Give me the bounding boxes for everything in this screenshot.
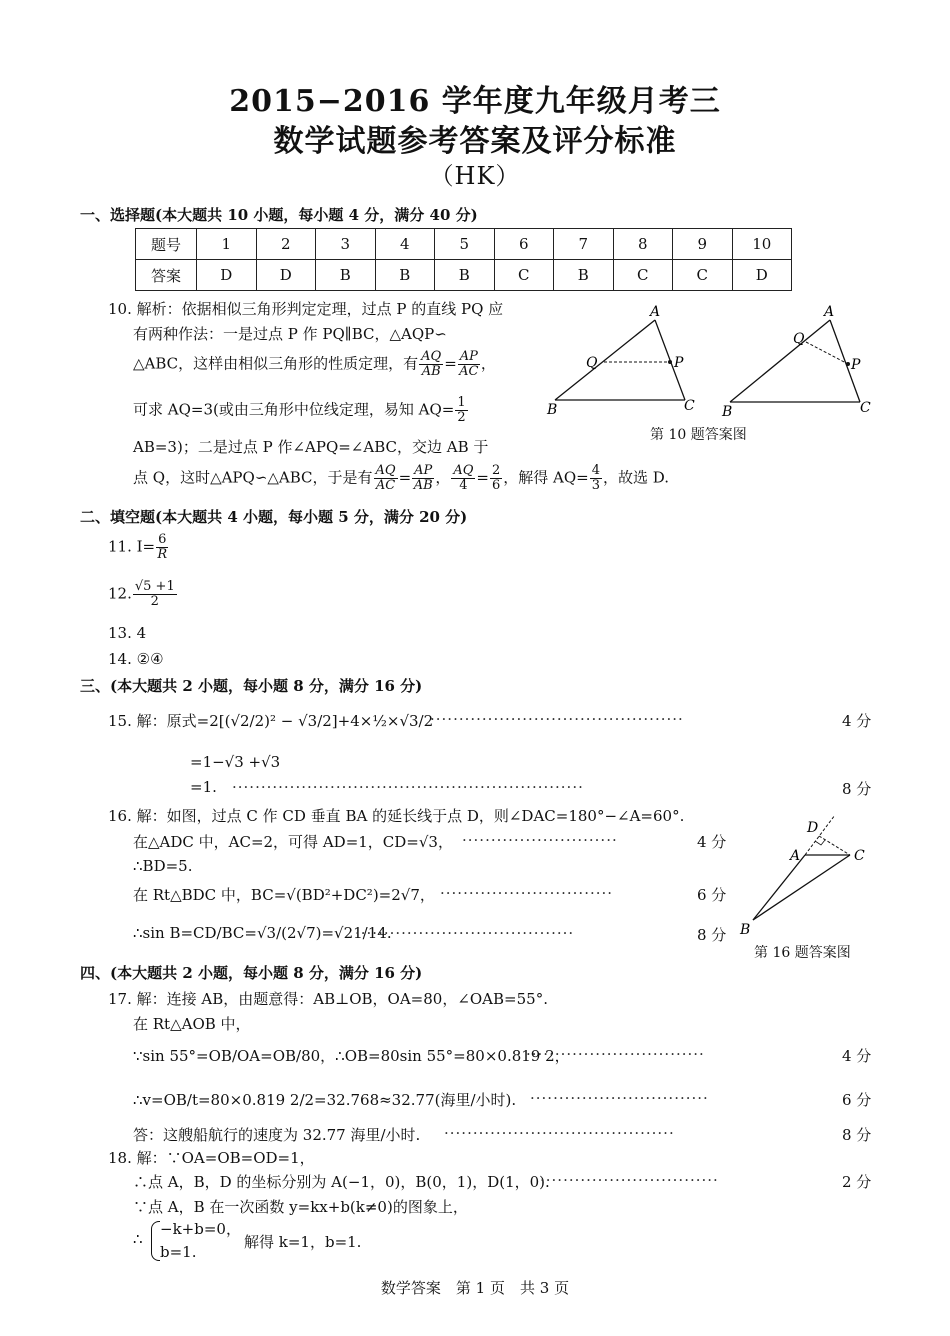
q11-answer: 11. I= $\frac{6}{R}$ xyxy=(108,532,168,562)
fraction: $\frac{AQ}{AC}$ xyxy=(375,463,396,493)
title-line-3: （HK） xyxy=(429,162,521,190)
table-cell: C xyxy=(494,260,554,291)
section-3-heading: 三、(本大题共 2 小题，每小题 8 分，满分 16 分) xyxy=(80,677,423,695)
q16-figure xyxy=(735,810,885,940)
q18-line-1: 18. 解：∵OA=OB=OD=1， xyxy=(108,1149,315,1167)
q16-line-2: 在△ADC 中，AC=2，可得 AD=1，CD=√3， xyxy=(133,833,453,851)
q10-line-2: 有两种作法：一是过点 P 作 PQ∥BC，△AQP∽ xyxy=(133,325,447,343)
leader-dots: ······························· xyxy=(540,1171,719,1189)
answer-table xyxy=(135,228,792,291)
table-cell: 3 xyxy=(316,229,376,260)
label-A: A xyxy=(790,848,801,864)
leader-dots: ······························ xyxy=(440,884,614,902)
fraction: $\frac{1}{2}$ xyxy=(457,395,466,425)
table-cell: 9 xyxy=(673,229,733,260)
q12-answer: 12. $\frac{√5 +1}{2}$ xyxy=(108,579,175,609)
q15-points-2: 8 分 xyxy=(842,780,872,798)
table-cell: 4 xyxy=(375,229,435,260)
label-B: B xyxy=(722,404,733,420)
answer-table-row-answers xyxy=(136,260,792,291)
table-cell: 6 xyxy=(494,229,554,260)
answer-table-row-numbers xyxy=(136,229,792,260)
leader-dots: ··························· xyxy=(462,831,618,849)
q17-line-4: ∴v=OB/t=80×0.819 2/2=32.768≈32.77(海里/小时). xyxy=(133,1091,517,1109)
q10-figure xyxy=(540,300,880,420)
q17-line-2: 在 Rt△AOB 中， xyxy=(133,1015,251,1033)
label-Q: Q xyxy=(586,355,598,371)
q18-points-1: 2 分 xyxy=(842,1173,872,1191)
q17-points-1: 4 分 xyxy=(842,1047,872,1065)
q18-line-2: ∴点 A，B，D 的坐标分别为 A(−1，0)，B(0，1)，D(1，0). xyxy=(133,1173,550,1191)
title-line-2: 数学试题参考答案及评分标准 xyxy=(273,124,677,159)
table-cell: B xyxy=(316,260,376,291)
q17-points-3: 8 分 xyxy=(842,1126,872,1144)
q18-line-4: ∴ xyxy=(133,1230,143,1248)
q13-answer: 13. 4 xyxy=(108,624,147,642)
q10-figure-caption: 第 10 题答案图 xyxy=(650,427,747,443)
q16-line-1: 16. 解：如图，过点 C 作 CD 垂直 BA 的延长线于点 D，则∠DAC=180°−∠A=60°. xyxy=(108,807,685,825)
leader-dots: ············································ xyxy=(430,710,684,728)
section-4-heading: 四、(本大题共 2 小题，每小题 8 分，满分 16 分) xyxy=(80,964,423,982)
q16-line-4: 在 Rt△BDC 中，BC=√(BD²+DC²)=2√7， xyxy=(133,886,435,904)
leader-dots: ······························· xyxy=(530,1089,709,1107)
q10-line-3-text: △ABC，这样由相似三角形的性质定理，有 xyxy=(133,354,419,373)
q15-line-3: =1. xyxy=(190,778,217,796)
table-cell: 7 xyxy=(554,229,614,260)
fraction: $\frac{AP}{AB}$ xyxy=(413,463,433,493)
fraction: $\frac{AQ}{AB}$ xyxy=(421,349,442,379)
q16-points-2: 6 分 xyxy=(697,886,727,904)
q17-points-2: 6 分 xyxy=(842,1091,872,1109)
q18-system-eq1: −k+b=0， xyxy=(160,1220,241,1238)
row-label-number: 题号 xyxy=(136,229,197,260)
leader-dots: ········································ xyxy=(444,1124,675,1142)
table-cell: 1 xyxy=(197,229,257,260)
leader-dots: ······························· xyxy=(526,1045,705,1063)
fraction: $\frac{√5 +1}{2}$ xyxy=(134,579,175,609)
q10-line-5: AB=3)；二是过点 P 作∠APQ=∠ABC，交边 AB 于 xyxy=(133,438,489,456)
q17-line-1: 17. 解：连接 AB，由题意得：AB⊥OB，OA=80，∠OAB=55°. xyxy=(108,990,548,1008)
q16-figure-caption: 第 16 题答案图 xyxy=(754,945,851,961)
fraction: $\frac{4}{3}$ xyxy=(591,463,600,493)
leader-dots: ······································ xyxy=(355,924,575,942)
table-cell: 5 xyxy=(435,229,495,260)
q15-line-1: 15. 解：原式=2[(√2/2)² − √3/2]+4×½×√3/2 xyxy=(108,712,434,730)
q18-system-eq2: b=1. xyxy=(160,1243,197,1261)
table-cell: B xyxy=(435,260,495,291)
label-B: B xyxy=(547,402,558,418)
section-1-heading: 一、选择题(本大题共 10 小题，每小题 4 分，满分 40 分) xyxy=(80,206,478,224)
table-cell: 8 xyxy=(613,229,673,260)
table-cell: B xyxy=(554,260,614,291)
section-2-heading: 二、填空题(本大题共 4 小题，每小题 5 分，满分 20 分) xyxy=(80,508,468,526)
fraction: $\frac{2}{6}$ xyxy=(491,463,501,493)
table-cell: C xyxy=(613,260,673,291)
q16-points-1: 4 分 xyxy=(697,833,727,851)
q10-triangle-right xyxy=(721,304,871,420)
q10-line-4-text: 可求 AQ=3(或由三角形中位线定理，易知 AQ= xyxy=(133,400,455,419)
q14-answer: 14. ②④ xyxy=(108,650,164,668)
q17-line-5: 答：这艘船航行的速度为 32.77 海里/小时. xyxy=(133,1126,421,1144)
q10-line-4 xyxy=(133,396,469,425)
q10-line-6-text: 点 Q，这时△APQ∽△ABC，于是有 xyxy=(133,468,373,487)
q18-line-4-solution: 解得 k=1，b=1. xyxy=(244,1233,362,1251)
table-cell: 2 xyxy=(256,229,316,260)
leader-dots: ····························································· xyxy=(232,778,584,796)
q16-line-5: ∴sin B=CD/BC=√3/(2√7)=√21/14. xyxy=(133,924,392,942)
label-P: P xyxy=(851,357,861,373)
table-cell: D xyxy=(732,260,792,291)
fraction: $\frac{AQ}{4}$ xyxy=(453,463,474,493)
q10-triangle-left xyxy=(546,304,695,418)
q15-line-2: =1−√3 +√3 xyxy=(190,753,281,771)
table-cell: 10 xyxy=(732,229,792,260)
q10-line-6: 点 Q，这时△APQ∽△ABC，于是有 $\frac{AQ}{AC}$ = $\frac{AP}{AB}$ ， $\frac{AQ}{4}$ = $\frac{2}{6}$ ，解得 AQ= $\frac{4}{3}$ ，故选 D. xyxy=(133,463,670,493)
row-label-answer: 答案 xyxy=(136,260,197,291)
title-line-1: 2015−2016 学年度九年级月考三 xyxy=(229,84,721,119)
q10-line-3: △ABC，这样由相似三角形的性质定理，有 $\frac{AQ}{AB}$ = $\frac{AP}{AC}$ ， xyxy=(133,349,496,379)
label-D: D xyxy=(807,820,819,836)
label-A: A xyxy=(650,304,661,320)
label-C: C xyxy=(860,400,871,416)
table-cell: D xyxy=(256,260,316,291)
fraction: $\frac{AP}{AC}$ xyxy=(459,349,479,379)
label-Q: Q xyxy=(793,331,805,347)
q10-line-1: 10. 解析：依据相似三角形判定定理，过点 P 的直线 PQ 应 xyxy=(108,300,504,318)
q15-points-1: 4 分 xyxy=(842,712,872,730)
q16-line-3: ∴BD=5. xyxy=(133,857,193,875)
q16-points-3: 8 分 xyxy=(697,926,727,944)
table-cell: C xyxy=(673,260,733,291)
label-B: B xyxy=(740,922,751,938)
label-C: C xyxy=(684,398,695,414)
label-A: A xyxy=(824,304,835,320)
label-C: C xyxy=(854,848,865,864)
q18-line-3: ∵点 A，B 在一次函数 y=kx+b(k≠0)的图象上， xyxy=(133,1198,468,1216)
fraction: $\frac{6}{R}$ xyxy=(157,532,168,562)
q17-line-3: ∵sin 55°=OB/OA=OB/80，∴OB=80sin 55°=80×0.819 2， xyxy=(133,1047,570,1065)
table-cell: D xyxy=(197,260,257,291)
label-P: P xyxy=(674,355,684,371)
page-footer: 数学答案 第 1 页 共 3 页 xyxy=(380,1279,570,1297)
system-brace xyxy=(151,1221,160,1261)
table-cell: B xyxy=(375,260,435,291)
